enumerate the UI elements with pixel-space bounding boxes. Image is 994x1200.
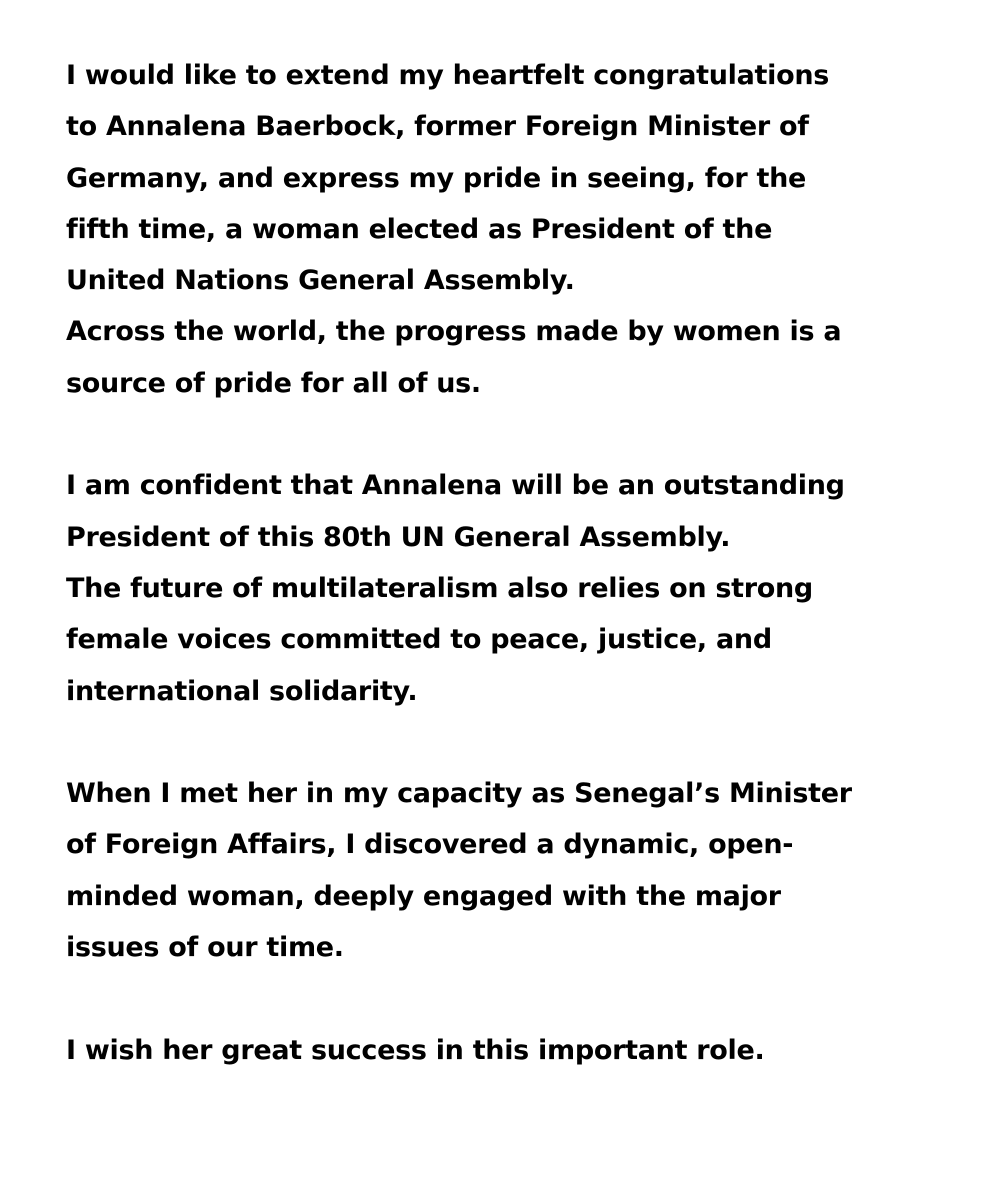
paragraph-wishes [66, 1025, 946, 1076]
text-line: Across the world, the progress made by women is a [66, 316, 842, 348]
text-line: source of pride for all of us. [66, 367, 481, 399]
paragraph-confidence [66, 460, 946, 716]
text-line: I would like to extend my heartfelt congratulations [66, 60, 830, 91]
text-line: I wish her great success in this important role. [66, 1034, 765, 1066]
text-line: When I met her in my capacity as Senegal’s Minister [66, 778, 852, 810]
text-line: of Foreign Affairs, I discovered a dynamic, open- [66, 829, 794, 861]
paragraph-gap [66, 717, 946, 768]
statement-text [66, 50, 946, 1076]
text-line: issues of our time. [66, 932, 344, 964]
text-line: fifth time, a woman elected as President of the [66, 213, 773, 245]
text-line: Germany, and express my pride in seeing, for the [66, 162, 807, 194]
paragraph-gap [66, 973, 946, 1024]
text-line: to Annalena Baerbock, former Foreign Minister of [66, 111, 809, 143]
text-line: United Nations General Assembly. [66, 265, 575, 297]
text-line: President of this 80th UN General Assembly. [66, 521, 731, 553]
text-line: international solidarity. [66, 675, 418, 707]
paragraph-gap [66, 409, 946, 460]
text-line: The future of multilateralism also relies on strong [66, 572, 813, 604]
paragraph-meeting [66, 768, 946, 973]
text-line: minded woman, deeply engaged with the major [66, 880, 781, 912]
paragraph-congratulations [66, 50, 946, 409]
text-line: female voices committed to peace, justice, and [66, 624, 772, 656]
text-line: I am confident that Annalena will be an outstanding [66, 470, 845, 502]
